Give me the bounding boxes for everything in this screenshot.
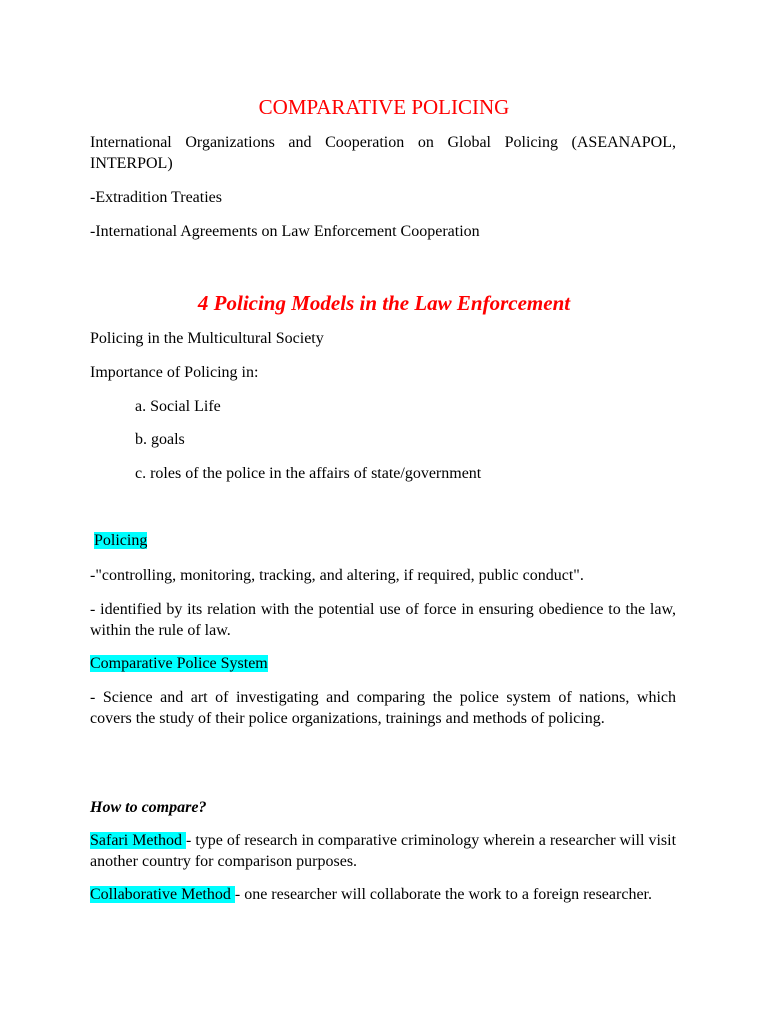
comparative-term-line [90,654,676,675]
intro-agreements: -International Agreements on Law Enforcement Cooperation [90,223,480,240]
safari-definition: - type of research in comparative criminology wherein a researcher will visit another country for comparison purposes. [90,832,677,870]
policing-term: Policing [94,532,148,549]
policing-definition-1: -"controlling, monitoring, tracking, and altering, if required, public conduct". [90,567,584,584]
intro-extradition: -Extradition Treaties [90,189,222,206]
intro-paragraph: International Organizations and Cooperation on Global Policing (ASEANAPOL, INTERPOL) [90,134,676,172]
section-title: 4 Policing Models in the Law Enforcement [197,291,571,315]
policing-term-line [94,531,680,552]
comparative-definition: - Science and art of investigating and comparing the police system of nations, which covers the study of their police organizations, trainings and methods of policing. [90,689,676,727]
policing-definition-2: - identified by its relation with the potential use of force in ensuring obedience to the law, within the rule of law. [90,601,676,639]
collab-term: Collaborative Method [90,886,235,903]
list-item: c. roles of the police in the affairs of state/government [135,465,482,482]
safari-term: Safari Method [90,832,186,849]
how-heading: How to compare? [90,799,207,816]
list-item: b. goals [135,431,185,448]
document-title: COMPARATIVE POLICING [258,95,510,119]
safari-paragraph [90,831,676,872]
collab-definition: - one researcher will collaborate the work to a foreign researcher. [234,886,652,903]
comparative-term: Comparative Police System [90,655,268,672]
list-item: a. Social Life [135,398,221,415]
models-multicultural: Policing in the Multicultural Society [90,330,324,347]
models-importance: Importance of Policing in: [90,364,259,381]
collab-paragraph [90,885,676,906]
